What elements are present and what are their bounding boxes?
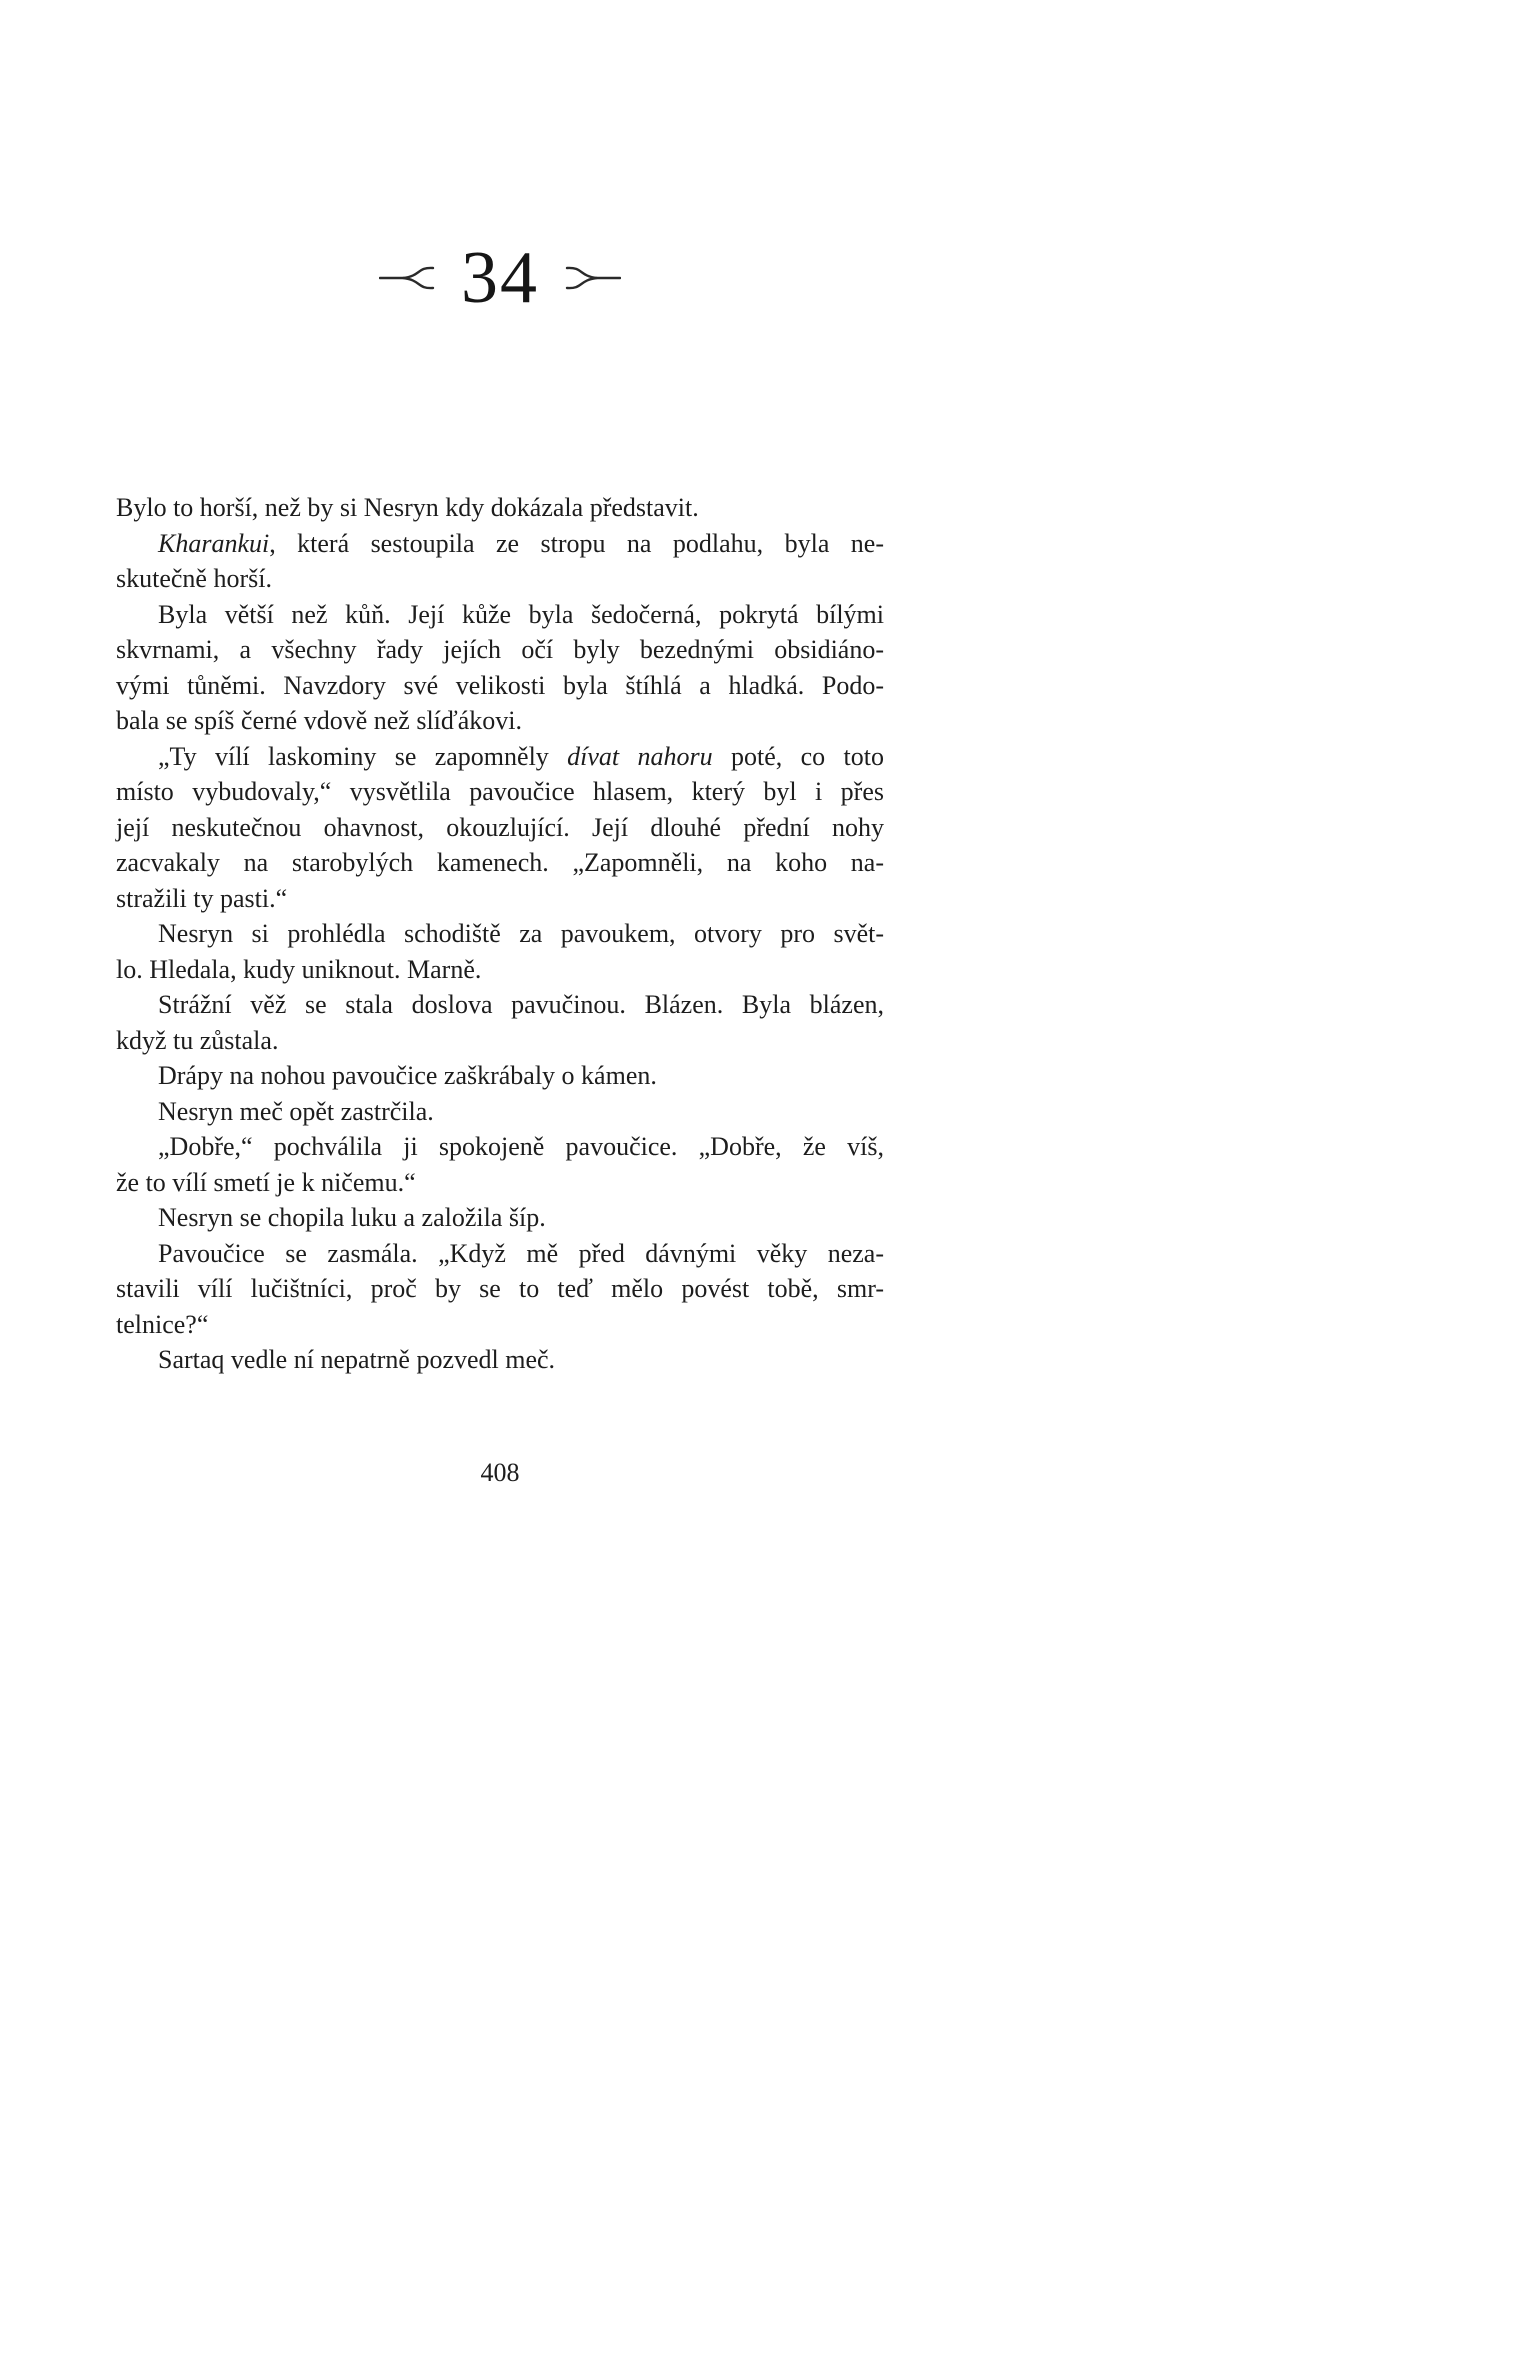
text-segment: lo. Hledala, kudy uniknout. Marně. — [116, 954, 482, 984]
text-line — [116, 561, 884, 597]
paragraph — [116, 1058, 884, 1094]
text-segment: když tu zůstala. — [116, 1025, 279, 1055]
text-segment: její neskutečnou ohavnost, okouzlující. Její dlouhé přední nohy — [116, 812, 884, 842]
fleuron-right-icon — [565, 265, 621, 291]
text-segment: Sartaq vedle ní nepatrně pozvedl meč. — [158, 1345, 556, 1374]
text-line — [116, 916, 884, 952]
paragraph — [116, 1129, 884, 1200]
text-segment: bala se spíš černé vdově než slíďákovi. — [116, 706, 522, 735]
chapter-number: 34 — [461, 237, 539, 319]
text-segment: Pavoučice se zasmála. „Když mě před dávnými věky neza- — [158, 1238, 884, 1268]
text-line — [116, 1165, 884, 1201]
text-line — [116, 810, 884, 846]
text-line — [116, 774, 884, 810]
text-line — [116, 1129, 884, 1165]
fleuron-left-icon — [379, 265, 435, 291]
paragraph — [116, 1200, 884, 1236]
text-line — [116, 1307, 884, 1343]
text-line — [116, 739, 884, 775]
chapter-heading — [116, 236, 884, 320]
text-segment: vými tůněmi. Navzdory své velikosti byla štíhlá a hladká. Podo- — [116, 670, 884, 700]
text-line — [116, 1342, 884, 1378]
paragraph — [116, 987, 884, 1058]
text-line — [116, 526, 884, 562]
text-line — [116, 1094, 884, 1130]
italic-text-segment: Kharankui — [158, 528, 270, 558]
text-line — [116, 490, 884, 526]
text-segment: Bylo to horší, než by si Nesryn kdy dokázala představit. — [116, 493, 699, 522]
text-segment: telnice?“ — [116, 1309, 209, 1339]
text-segment: , která sestoupila ze stropu na podlahu, byla ne- — [269, 528, 884, 558]
text-line — [116, 845, 884, 881]
text-segment: zacvakaly na starobylých kamenech. „Zapomněli, na koho na- — [116, 848, 884, 877]
text-line — [116, 1200, 884, 1236]
text-segment: „Ty vílí laskominy se zapomněly — [158, 741, 568, 771]
text-line — [116, 668, 884, 704]
text-line — [116, 987, 884, 1023]
paragraph — [116, 1094, 884, 1130]
text-segment: že to vílí smetí je k ničemu.“ — [116, 1167, 416, 1197]
text-segment: poté, co toto — [712, 741, 884, 771]
text-line — [116, 703, 884, 739]
text-line — [116, 597, 884, 633]
paragraph — [116, 597, 884, 739]
text-segment: „Dobře,“ pochválila ji spokojeně pavoučice. „Dobře, že víš, — [158, 1132, 884, 1161]
paragraph — [116, 916, 884, 987]
text-line — [116, 632, 884, 668]
paragraph — [116, 490, 884, 526]
text-segment: skutečně horší. — [116, 564, 272, 593]
paragraph — [116, 1342, 884, 1378]
text-segment: Nesryn si prohlédla schodiště za pavoukem, otvory pro svět- — [158, 919, 884, 948]
body-text — [116, 490, 884, 1378]
text-line — [116, 952, 884, 988]
page-number: 408 — [480, 1458, 520, 1487]
text-segment: Strážní věž se stala doslova pavučinou. Blázen. Byla blázen, — [158, 990, 884, 1019]
text-segment: místo vybudovaly,“ vysvětlila pavoučice hlasem, který byl i přes — [116, 777, 884, 806]
text-segment: Byla větší než kůň. Její kůže byla šedočerná, pokrytá bílými — [158, 599, 884, 629]
paragraph — [116, 1236, 884, 1343]
text-line — [116, 881, 884, 917]
paragraph — [116, 526, 884, 597]
text-segment: Nesryn se chopila luku a založila šíp. — [158, 1203, 546, 1232]
text-segment: Drápy na nohou pavoučice zaškrábaly o kámen. — [158, 1061, 657, 1090]
text-line — [116, 1023, 884, 1059]
text-segment: Nesryn meč opět zastrčila. — [158, 1096, 434, 1126]
text-line — [116, 1271, 884, 1307]
text-segment: stavili vílí lučištníci, proč by se to teď mělo povést tobě, smr- — [116, 1274, 884, 1303]
text-segment: stražili ty pasti.“ — [116, 883, 288, 913]
paragraph — [116, 739, 884, 917]
text-segment: skvrnami, a všechny řady jejích očí byly bezednými obsidiáno- — [116, 635, 884, 664]
italic-text-segment: dívat nahoru — [567, 741, 713, 771]
text-line — [116, 1236, 884, 1272]
text-line — [116, 1058, 884, 1094]
